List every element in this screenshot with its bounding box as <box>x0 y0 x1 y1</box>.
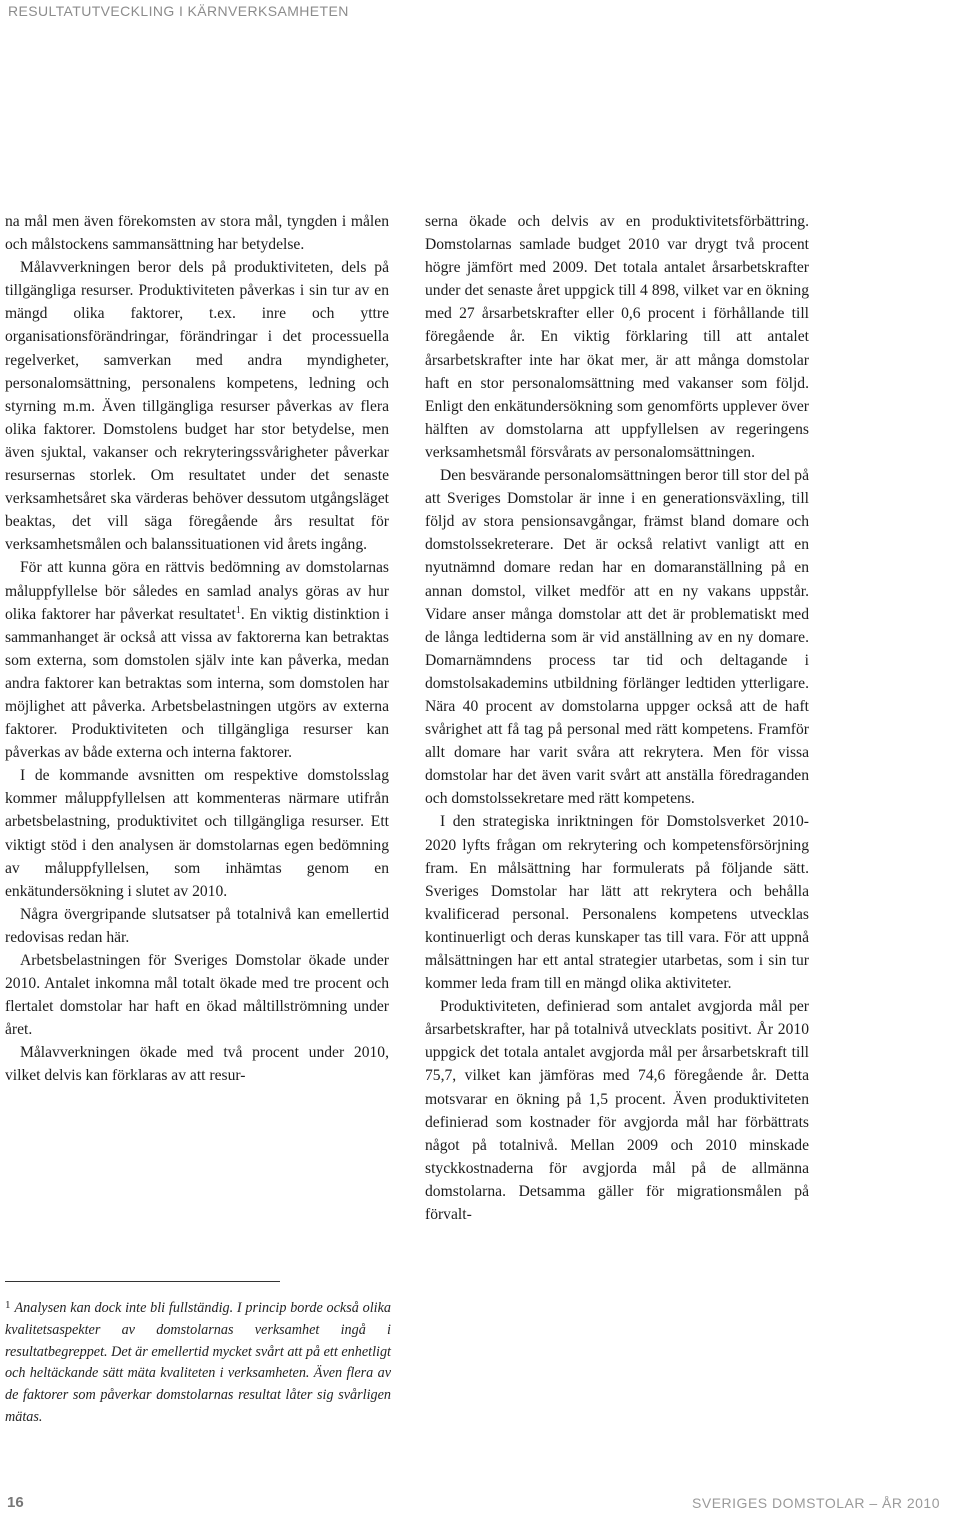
paragraph: Produktiviteten, definierad som antalet avgjorda mål per årsarbetskrafter, har på totalnivå utvecklats positivt. År 2010 uppgick det totala antalet avgjorda mål per årsarbetskraft till 75,7, vilket kan jämföras med 74,6 föregående år. Detta motsvarar en ökning på 1,5 procent. Även produktiviteten definierad som kostnader för avgjorda mål har förbättrats något på totalnivå. Mellan 2009 och 2010 minskade styckkostnaderna för avgjorda mål på de allmänna domstolarna. Detsamma gäller för migrationsmålen på förvalt- <box>425 998 809 1224</box>
paragraph: Målavverkningen beror dels på produktiviteten, dels på tillgängliga resurser. Produktiviteten påverkas i sin tur av en mängd olika faktorer, t.ex. inre och yttre organisationsförändringar, förändringar i det processuella regelverket, samverkan med andra myndigheter, personalomsättning, personalens kompetens, ledning och styrning m.m. Även tillgängliga resurser påverkas av flera olika faktorer. Domstolens budget har stor betydelse, men även sjuktal, vakanser och rekryteringssvårigheter påverkar resursernas storlek. Om resultatet under det senaste verksamhetsåret ska värderas behöver dessutom utgångsläget beaktas, det vill säga föregående års resultat för verksamhetsmålen och balanssituationen vid årets ingång. <box>5 259 389 554</box>
paragraph-text: För att kunna göra en rättvis bedömning av domstolarnas måluppfyllelse bör således en samlad analys göras av hur olika faktorer har påverkat resultatet <box>5 559 389 623</box>
footnote-divider <box>5 1281 280 1282</box>
page-number: 16 <box>7 1494 24 1511</box>
right-column <box>425 210 809 1226</box>
paragraph <box>5 556 389 764</box>
paragraph: Några övergripande slutsatser på totalnivå kan emellertid redovisas redan här. <box>5 905 389 946</box>
footnote-reference: 1 <box>235 604 241 616</box>
left-column <box>5 210 389 1088</box>
paragraph: I de kommande avsnitten om respektive domstolsslag kommer måluppfyllelsen att kommenteras närmare utifrån arbetsbelastning, produktivitet och tillgängliga resurser. Ett viktigt stöd i den analysen är domstolarnas egen bedömning av måluppfyllelsen, som inhämtas genom en enkätundersökning i slutet av 2010. <box>5 767 389 900</box>
paragraph-text: . En viktig distinktion i sammanhanget är också att vissa av faktorerna kan betraktas som externa, som domstolen själv inte kan påverka, medan andra faktorer kan betraktas som interna, som domstolen har möjlighet att påverka. Arbetsbelastningen utgörs av externa faktorer. Produktiviteten och tillgängliga resurser kan påverkas av både externa och interna faktorer. <box>5 605 389 762</box>
publication-title: SVERIGES DOMSTOLAR – ÅR 2010 <box>692 1495 940 1511</box>
paragraph: serna ökade och delvis av en produktivitetsförbättring. Domstolarnas samlade budget 2010 var drygt två procent högre jämfört med 2009. Det totala antalet årsarbetskrafter under det senaste året uppgick till 4 898, vilket var en ökning med 27 årsarbetskrafter eller 0,6 procent i förhållande till föregående år. En viktig förklaring till att antalet årsarbetskrafter inte har ökat mer, är att många domstolar haft en stor personalomsättning med vakanser som följd. Enligt den enkätundersökning som genomförts upplever över hälften av domstolarna att uppfyllelsen av regeringens verksamhetsmål försvårats av personalomsättningen. <box>425 213 809 461</box>
paragraph: Målavverkningen ökade med två procent under 2010, vilket delvis kan förklaras av att resur- <box>5 1044 389 1085</box>
footnote-text: Analysen kan dock inte bli fullständig. I princip borde också olika kvalitetsaspekter av domstolarnas verksamhet ingå i resultatbegreppet. Det är emellertid mycket svårt att på ett enhetligt och heltäckande sätt mäta kvaliteten i verksamheten. Även flera av de faktorer som påverkar domstolarnas resultat låter sig svårligen mätas. <box>5 1300 391 1425</box>
paragraph: Den besvärande personalomsättningen beror till stor del på att Sveriges Domstolar är inne i en generationsväxling, till följd av stora pensionsavgångar, främst bland domare och domstolssekreterare. Det är också relativt vanligt att en nyutnämnd domare redan har en domaranställning på en annan domstol, vilket medför att en ny vakans uppstår. Vidare anser många domstolar att det är problematiskt med de långa ledtiderna som är vid anställning av en ny domare. Domarnämndens process tar tid och deltagande i domstolsakademins utbildning förlänger ledtiden ytterligare. Nära 40 procent av domstolarna uppger också att de haft svårighet att få tag på personal med rätt kompetens. Framför allt domare har varit svåra att rekrytera. Men för vissa domstolar har det även varit svårt att anställa föredraganden och domstolssekretare med rätt kompetens. <box>425 467 809 808</box>
paragraph: na mål men även förekomsten av stora mål, tyngden i målen och målstockens sammansättning har betydelse. <box>5 213 389 254</box>
paragraph: Arbetsbelastningen för Sveriges Domstolar ökade under 2010. Antalet inkomna mål totalt ökade med tre procent och flertalet domstolar har haft en ökad måltillströmning under året. <box>5 952 389 1039</box>
running-head: RESULTATUTVECKLING I KÄRNVERKSAMHETEN <box>8 3 349 19</box>
footnote <box>5 1295 391 1429</box>
footnote-number: 1 <box>5 1299 11 1311</box>
paragraph: I den strategiska inriktningen för Domstolsverket 2010-2020 lyfts frågan om rekrytering och kompetensförsörjning fram. En målsättning har formulerats på följande sätt. Sveriges Domstolar har lätt att rekrytera och behålla kvalificerad personal. Personalens kompetens utvecklas kontinuerligt och deras kunskaper tas till vara. För att uppnå målsättningen har ett antal strategier utarbetas, som i sin tur kommer leda fram till en mängd olika aktiviteter. <box>425 813 809 993</box>
